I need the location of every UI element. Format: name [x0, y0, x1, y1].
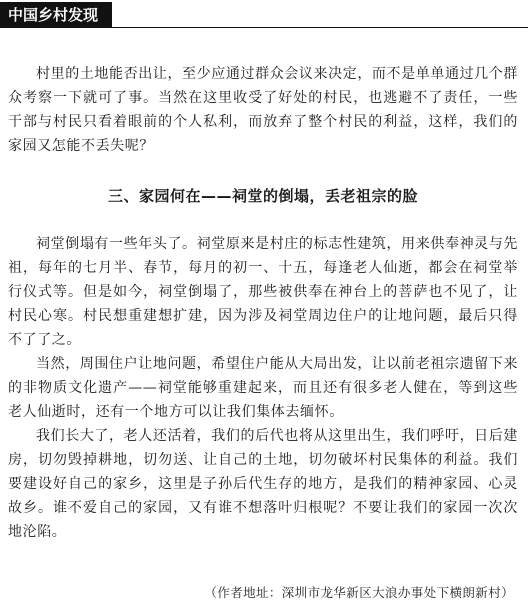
paragraph-ancestral-hall: 祠堂倒塌有一些年头了。祠堂原来是村庄的标志性建筑，用来供奉神灵与先祖，每年的七月半、春节，每月的初一、十五，每逢老人仙逝，都会在祠堂举行仪式等。但是如今，祠堂倒塌了，那些被供奉在神台上的菩萨也不见了，让村民心寒。村民想重建想扩建，因为涉及祠堂周边住户的让地问题，最后只得不了了之。 [8, 236, 518, 348]
paragraph-land-transfer: 村里的土地能否出让，至少应通过群众会议来决定，而不是单单通过几个群众考察一下就可了事。当然在这里收受了好处的村民，也逃避不了责任，一些干部与村民只看着眼前的个人私利，而放弃了整个村民的利益，这样，我们的家园又怎能不丢失呢？ [8, 66, 518, 154]
running-header [0, 0, 528, 28]
paragraph-land-giveback: 当然，周围住户让地问题，希望住户能从大局出发，让以前老祖宗遗留下来的非物质文化遗产——祠堂能够重建起来，而且还有很多老人健在，等到这些老人仙逝时，还有一个地方可以让我们集体去缅怀。 [8, 356, 518, 420]
article-body [8, 62, 518, 544]
author-address: （作者地址：深圳市龙华新区大浪办事处下横朗新村） [204, 585, 514, 600]
paragraph-appeal: 我们长大了，老人还活着，我们的后代也将从这里出生，我们呼吁，日后建房，切勿毁掉耕地，切勿送、让自己的土地，切勿破坏村民集体的利益。我们要建设好自己的家乡，这里是子孙后代生存的地方，是我们的精神家园、心灵故乡。谁不爱自己的家园，又有谁不想落叶归根呢？不要让我们的家园一次次地沦陷。 [8, 428, 518, 540]
section-heading: 三、家园何在——祠堂的倒塌，丢老祖宗的脸 [107, 187, 418, 205]
header-rule-line [112, 27, 528, 28]
journal-title-tag: 中国乡村发现 [0, 2, 112, 28]
